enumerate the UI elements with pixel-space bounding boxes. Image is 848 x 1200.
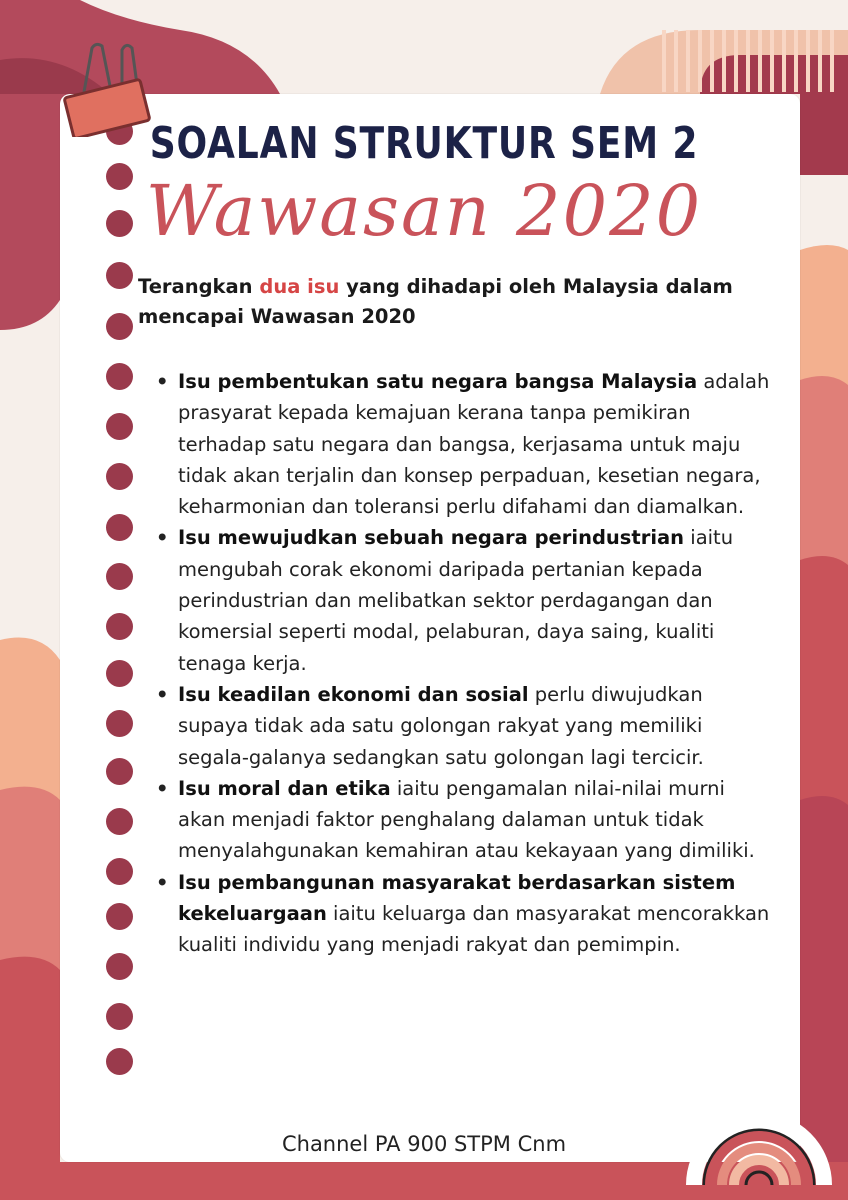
spiral-hole: [106, 463, 133, 490]
spiral-hole: [106, 363, 133, 390]
bullet: •: [156, 776, 169, 800]
spiral-hole: [106, 1003, 133, 1030]
spiral-hole: [106, 858, 133, 885]
list-item: [150, 522, 775, 678]
spiral-hole: [106, 262, 133, 289]
question-text: [138, 272, 758, 332]
page-title: SOALAN STRUKTUR SEM 2: [149, 118, 699, 169]
point-heading: Isu mewujudkan sebuah negara perindustrian: [178, 526, 685, 550]
bullet: •: [156, 370, 169, 393]
spiral-hole: [106, 808, 133, 835]
spiral-hole: [106, 710, 133, 737]
spiral-hole: [106, 660, 133, 687]
point-text: adalah prasyarat kepada kemajuan kerana tanpa pemikiran terhadap satu negara dan bangsa, kerjasama untuk maju tidak akan terjalin dan konsep perpaduan, kesetian negara, keharmonian dan toleransi perlu difahami dan diamalkan.: [178, 370, 770, 519]
question-before: Terangkan: [138, 275, 260, 298]
bullet: •: [156, 870, 169, 894]
list-item: [150, 773, 775, 867]
point-heading: Isu keadilan ekonomi dan sosial: [178, 682, 529, 706]
spiral-hole: [106, 413, 133, 440]
point-text: iaitu mengubah corak ekonomi daripada pertanian kepada perindustrian dan melibatkan sektor perdagangan dan komersial seperti modal, pelaburan, daya saing, kualiti tenaga kerja.: [178, 526, 734, 675]
page-subtitle: Wawasan 2020: [145, 170, 703, 252]
point-heading: Isu pembangunan masyarakat berdasarkan sistem kekeluargaan: [178, 870, 736, 926]
spiral-hole: [106, 953, 133, 980]
spiral-hole: [106, 903, 133, 930]
spiral-hole: [106, 313, 133, 340]
point-text: iaitu keluarga dan masyarakat mencorakkan kualiti individu yang menjadi rakyat dan pemimpin.: [178, 902, 770, 957]
answer-list: [150, 366, 775, 961]
list-item: [150, 366, 775, 522]
footer-credit: Channel PA 900 STPM Cnm: [281, 1132, 567, 1156]
bullet: •: [156, 682, 169, 706]
question-highlight: dua isu: [259, 275, 340, 298]
spiral-hole: [106, 1048, 133, 1075]
question-after: yang dihadapi oleh Malaysia dalam mencapai Wawasan 2020: [138, 275, 733, 328]
spiral-hole: [106, 563, 133, 590]
point-heading: Isu moral dan etika: [178, 776, 391, 800]
point-text: iaitu pengamalan nilai-nilai murni akan menjadi faktor penghalang dalaman untuk tidak menyalahgunakan kemahiran atau kekayaan yang dimiliki.: [178, 776, 755, 863]
spiral-hole: [106, 514, 133, 541]
list-item: [150, 867, 775, 961]
spiral-hole: [106, 613, 133, 640]
spiral-hole: [106, 758, 133, 785]
point-text: perlu diwujudkan supaya tidak ada satu golongan rakyat yang memiliki segala-galanya sedangkan satu golongan lagi tercicir.: [178, 682, 704, 769]
point-heading: Isu pembentukan satu negara bangsa Malaysia: [178, 370, 698, 393]
list-item: [150, 679, 775, 773]
bullet: •: [156, 526, 169, 550]
